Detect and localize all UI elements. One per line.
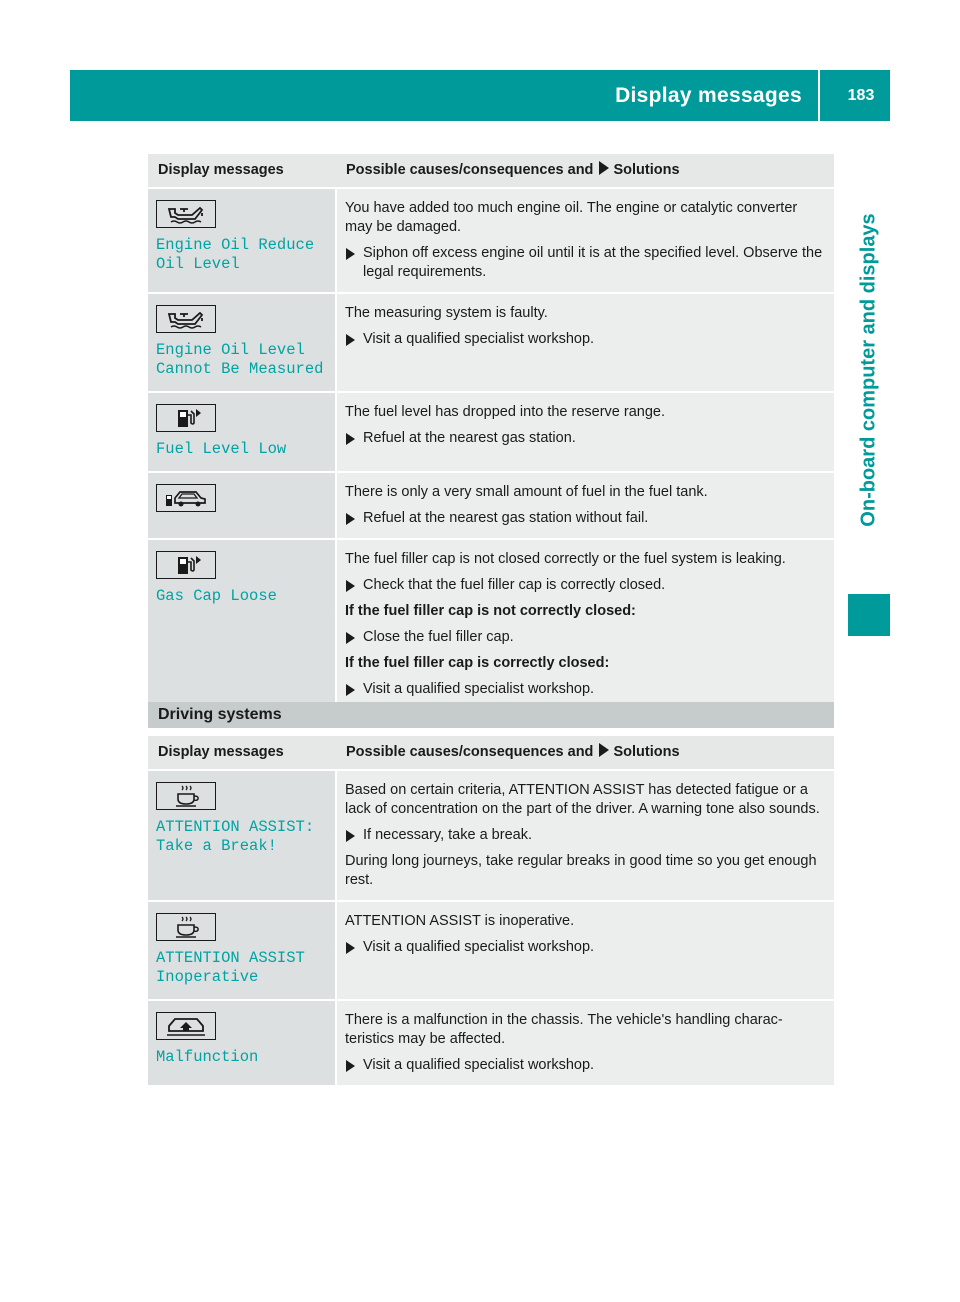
col-header-causes-text: Possible causes/consequences and <box>346 162 594 178</box>
solution-step-text: Visit a qualified specialist workshop. <box>363 331 595 347</box>
cause-text: The fuel filler cap is not closed correctly or the fuel system is leaking. <box>345 551 786 567</box>
col-header-causes <box>336 736 834 770</box>
col-header-messages: Display messages <box>148 154 336 188</box>
section-title: Driving systems <box>158 706 282 723</box>
arrow-icon <box>346 334 355 346</box>
message-cell <box>148 901 336 1000</box>
col-header-solutions-text: Solutions <box>613 744 680 760</box>
causes-solutions-cell <box>336 539 834 710</box>
section-heading <box>148 702 834 728</box>
message-cell <box>148 392 336 472</box>
message-cell <box>148 293 336 392</box>
display-message-text: Gas Cap Loose <box>156 587 277 605</box>
solution-step <box>345 1056 828 1075</box>
message-cell <box>148 472 336 539</box>
solution-step-text: Close the fuel filler cap. <box>363 629 514 645</box>
causes-solutions-cell <box>336 1000 834 1086</box>
table-row <box>148 539 834 710</box>
coffee-cup-icon <box>156 913 216 941</box>
solution-step-text: Check that the fuel filler cap is correctly closed. <box>363 577 666 593</box>
side-chapter-label: On-board computer and displays <box>857 213 880 527</box>
arrow-icon <box>346 632 355 644</box>
message-cell <box>148 1000 336 1086</box>
table-header-row <box>148 154 834 188</box>
coffee-cup-icon <box>156 782 216 810</box>
arrow-icon <box>599 743 609 757</box>
solution-step-text: Visit a qualified specialist workshop. <box>363 1057 595 1073</box>
table-row <box>148 770 834 901</box>
table-row <box>148 293 834 392</box>
arrow-icon <box>346 684 355 696</box>
cause-text: During long journeys, take regular breaks in good time so you get enough rest. <box>345 853 817 888</box>
causes-solutions-cell <box>336 293 834 392</box>
solution-step <box>345 938 828 957</box>
display-message-text: Engine Oil Reduce Oil Level <box>156 236 315 273</box>
solution-step-text: Visit a qualified specialist workshop. <box>363 681 595 697</box>
arrow-icon <box>346 942 355 954</box>
solution-step <box>345 429 828 448</box>
col-header-solutions-text: Solutions <box>613 162 680 178</box>
col-header-causes <box>336 154 834 188</box>
display-messages-table-1 <box>148 154 834 711</box>
page-header <box>70 70 890 121</box>
causes-solutions-cell <box>336 472 834 539</box>
arrow-icon <box>346 513 355 525</box>
condition-heading: If the fuel filler cap is correctly closed: <box>345 655 610 671</box>
cause-text: You have added too much engine oil. The engine or catalytic converter may be damaged. <box>345 200 798 235</box>
fuel-pump-icon <box>156 551 216 579</box>
solution-step-text: If necessary, take a break. <box>363 827 532 843</box>
engine-oil-icon <box>156 200 216 228</box>
solution-step-text: Siphon off excess engine oil until it is at the specified level. Observe the legal requirements. <box>363 245 823 280</box>
causes-solutions-cell <box>336 188 834 293</box>
condition-heading: If the fuel filler cap is not correctly closed: <box>345 603 636 619</box>
arrow-icon <box>346 1060 355 1072</box>
solution-step <box>345 576 828 595</box>
cause-text: The fuel level has dropped into the reserve range. <box>345 404 666 420</box>
arrow-icon <box>346 580 355 592</box>
solution-step <box>345 509 828 528</box>
message-cell <box>148 188 336 293</box>
table-row <box>148 1000 834 1086</box>
arrow-icon <box>346 248 355 260</box>
cause-text: ATTENTION ASSIST is inoperative. <box>345 913 575 929</box>
engine-oil-icon <box>156 305 216 333</box>
causes-solutions-cell <box>336 901 834 1000</box>
cause-text: There is only a very small amount of fuel in the fuel tank. <box>345 484 708 500</box>
arrow-icon <box>346 830 355 842</box>
solution-step <box>345 244 828 282</box>
display-message-text: Fuel Level Low <box>156 440 287 458</box>
solution-step <box>345 330 828 349</box>
table-row <box>148 901 834 1000</box>
message-cell <box>148 539 336 710</box>
cause-text: There is a malfunction in the chassis. The vehicle's handling charac- teristics may be affected. <box>345 1012 783 1047</box>
display-message-text: ATTENTION ASSIST: Take a Break! <box>156 818 315 855</box>
solution-step <box>345 826 828 845</box>
chassis-malfunction-icon <box>156 1012 216 1040</box>
fuel-pump-icon <box>156 404 216 432</box>
message-cell <box>148 770 336 901</box>
table-row <box>148 472 834 539</box>
causes-solutions-cell <box>336 770 834 901</box>
causes-solutions-cell <box>336 392 834 472</box>
table-row <box>148 188 834 293</box>
cause-text: The measuring system is faulty. <box>345 305 548 321</box>
col-header-messages: Display messages <box>148 736 336 770</box>
table-row <box>148 392 834 472</box>
side-chapter-tab <box>848 160 890 580</box>
arrow-icon <box>346 433 355 445</box>
solution-step-text: Visit a qualified specialist workshop. <box>363 939 595 955</box>
side-marker <box>848 594 890 636</box>
page-title: Display messages <box>615 70 820 121</box>
cause-text: Based on certain criteria, ATTENTION ASSIST has detected fatigue or a lack of concentration on the part of the driver. A warning tone also sounds. <box>345 782 820 817</box>
solution-step <box>345 628 828 647</box>
page-number: 183 <box>847 87 875 104</box>
arrow-icon <box>599 161 609 175</box>
col-header-causes-text: Possible causes/consequences and <box>346 744 594 760</box>
display-message-text: ATTENTION ASSIST Inoperative <box>156 949 305 986</box>
display-messages-table-2 <box>148 736 834 1087</box>
display-message-text: Malfunction <box>156 1048 259 1066</box>
fuel-car-icon <box>156 484 216 512</box>
solution-step-text: Refuel at the nearest gas station. <box>363 430 576 446</box>
solution-step <box>345 680 828 699</box>
solution-step-text: Refuel at the nearest gas station without fail. <box>363 510 649 526</box>
display-message-text: Engine Oil Level Cannot Be Measured <box>156 341 324 378</box>
table-header-row <box>148 736 834 770</box>
